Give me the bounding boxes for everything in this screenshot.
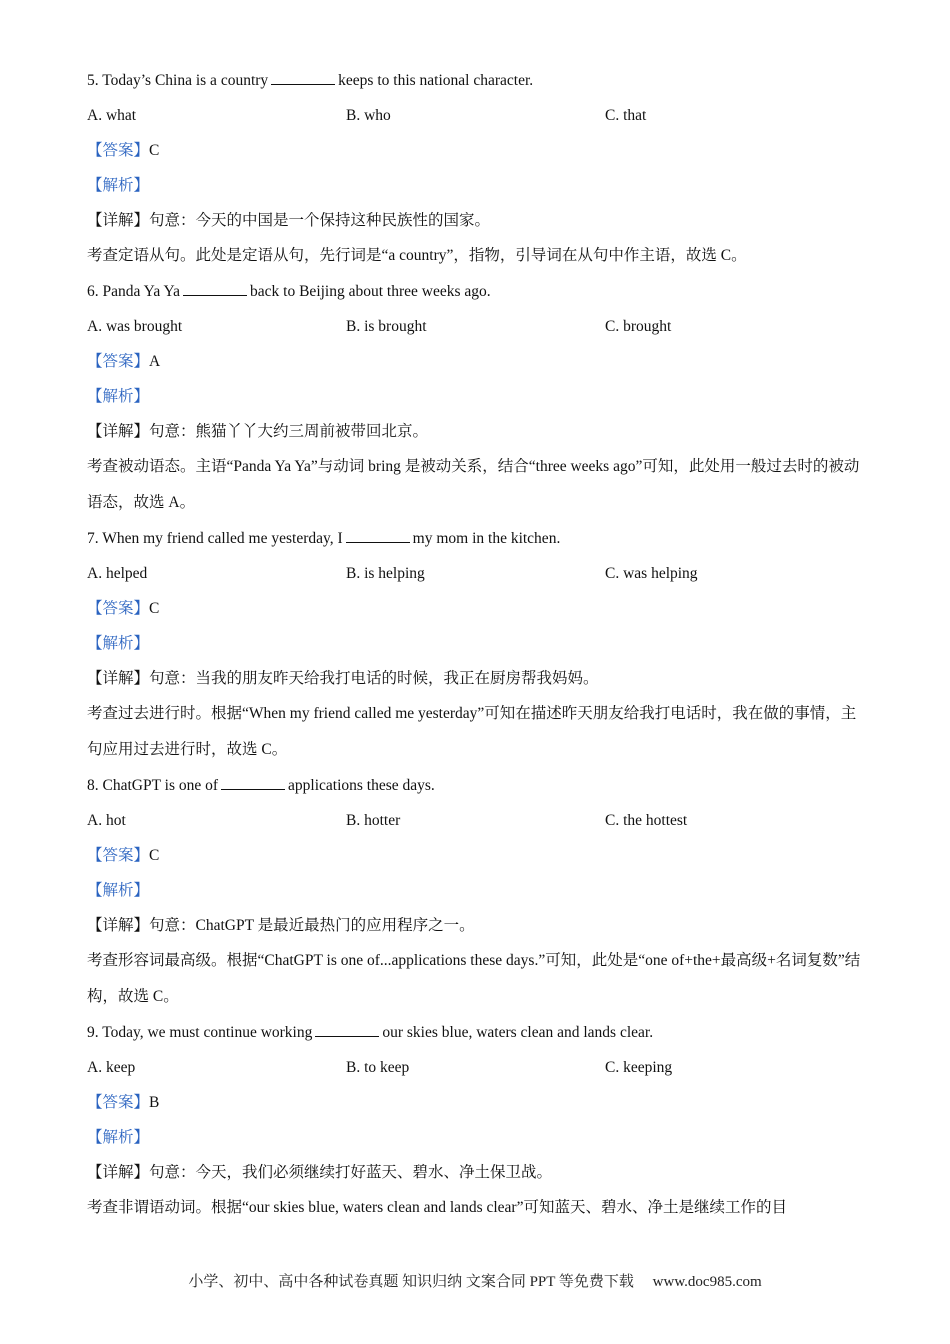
analysis-tag: 【解析】 xyxy=(87,177,150,194)
stem-after: my mom in the kitchen. xyxy=(412,530,561,547)
answer-tag: 【答案】 xyxy=(87,353,150,370)
detail-line xyxy=(87,422,867,442)
stem-before: 9. Today, we must continue working xyxy=(87,1024,313,1041)
analysis-tag: 【解析】 xyxy=(87,388,150,405)
detail-tag: 【详解】 xyxy=(87,1164,150,1181)
option-a: A. hot xyxy=(87,812,126,829)
stem-before: 5. Today’s China is a country xyxy=(87,72,269,89)
detail-text: 句意：ChatGPT 是最近最热门的应用程序之一。 xyxy=(149,917,475,934)
explanation: 考查过去进行时。根据“When my friend called me yesterday”可知在描述昨天朋友给我打电话时，我在做的事情，主句应用过去进行时，故选 C。 xyxy=(87,705,857,758)
stem-after: back to Beijing about three weeks ago. xyxy=(250,283,491,300)
question-7 xyxy=(87,528,867,768)
option-a: A. keep xyxy=(87,1059,136,1076)
option-a: A. helped xyxy=(87,565,148,582)
options xyxy=(87,1058,867,1078)
question-9 xyxy=(87,1022,867,1218)
answer-tag: 【答案】 xyxy=(87,142,150,159)
question-stem xyxy=(87,775,867,796)
options xyxy=(87,564,867,584)
options xyxy=(87,106,867,126)
analysis-line xyxy=(87,1128,867,1148)
answer-line xyxy=(87,846,867,866)
answer-blank xyxy=(183,281,247,296)
answer-tag: 【答案】 xyxy=(87,847,150,864)
detail-tag: 【详解】 xyxy=(87,670,150,687)
detail-tag: 【详解】 xyxy=(87,212,150,229)
option-a: A. was brought xyxy=(87,318,183,335)
option-c: C. was helping xyxy=(605,565,698,582)
explanation: 考查被动语态。主语“Panda Ya Ya”与动词 bring 是被动关系，结合“three weeks ago”可知，此处用一般过去时的被动语态，故选 A。 xyxy=(87,458,860,511)
answer-line xyxy=(87,141,867,161)
stem-before: 7. When my friend called me yesterday, I xyxy=(87,530,343,547)
answer-blank xyxy=(221,775,285,790)
option-b: B. is helping xyxy=(346,565,425,582)
question-stem xyxy=(87,528,867,549)
option-c: C. brought xyxy=(605,318,672,335)
analysis-line xyxy=(87,387,867,407)
options xyxy=(87,811,867,831)
answer-value: A xyxy=(149,353,161,370)
answer-blank xyxy=(271,70,335,85)
question-list xyxy=(87,70,867,1218)
answer-tag: 【答案】 xyxy=(87,1094,150,1111)
option-b: B. who xyxy=(346,107,391,124)
option-c: C. that xyxy=(605,107,647,124)
option-c: C. the hottest xyxy=(605,812,688,829)
explanation: 考查非谓语动词。根据“our skies blue, waters clean and lands clear”可知蓝天、碧水、净土是继续工作的目 xyxy=(87,1199,787,1216)
question-stem xyxy=(87,70,867,91)
answer-line xyxy=(87,352,867,372)
option-c: C. keeping xyxy=(605,1059,673,1076)
detail-line xyxy=(87,916,867,936)
analysis-line xyxy=(87,176,867,196)
analysis-line xyxy=(87,881,867,901)
detail-text: 句意：今天的中国是一个保持这种民族性的国家。 xyxy=(149,212,491,229)
question-stem xyxy=(87,1022,867,1043)
answer-blank xyxy=(346,528,410,543)
detail-tag: 【详解】 xyxy=(87,917,150,934)
detail-text: 句意：当我的朋友昨天给我打电话的时候，我正在厨房帮我妈妈。 xyxy=(149,670,599,687)
analysis-line xyxy=(87,634,867,654)
option-a: A. what xyxy=(87,107,137,124)
detail-line xyxy=(87,669,867,689)
answer-tag: 【答案】 xyxy=(87,600,150,617)
option-b: B. to keep xyxy=(346,1059,410,1076)
detail-text: 句意：熊猫丫丫大约三周前被带回北京。 xyxy=(149,423,429,440)
question-8 xyxy=(87,775,867,1015)
question-stem xyxy=(87,281,867,302)
answer-value: C xyxy=(149,847,160,864)
answer-blank xyxy=(315,1022,379,1037)
stem-before: 8. ChatGPT is one of xyxy=(87,777,219,794)
answer-value: C xyxy=(149,600,160,617)
explanation: 考查形容词最高级。根据“ChatGPT is one of...applications these days.”可知，此处是“one of+the+最高级+名词复数”结构，故选 C。 xyxy=(87,952,861,1005)
analysis-tag: 【解析】 xyxy=(87,635,150,652)
detail-line xyxy=(87,211,867,231)
detail-line xyxy=(87,1163,867,1183)
detail-tag: 【详解】 xyxy=(87,423,150,440)
stem-after: keeps to this national character. xyxy=(338,72,534,89)
option-b: B. hotter xyxy=(346,812,401,829)
stem-after: applications these days. xyxy=(288,777,435,794)
detail-text: 句意：今天，我们必须继续打好蓝天、碧水、净土保卫战。 xyxy=(149,1164,553,1181)
analysis-tag: 【解析】 xyxy=(87,882,150,899)
question-6 xyxy=(87,281,867,521)
page-footer: 小学、初中、高中各种试卷真题 知识归纳 文案合同 PPT 等免费下载 www.doc985.com xyxy=(188,1274,762,1290)
option-b: B. is brought xyxy=(346,318,427,335)
analysis-tag: 【解析】 xyxy=(87,1129,150,1146)
answer-value: B xyxy=(149,1094,160,1111)
options xyxy=(87,317,867,337)
answer-line xyxy=(87,1093,867,1113)
stem-after: our skies blue, waters clean and lands clear. xyxy=(382,1024,654,1041)
explanation: 考查定语从句。此处是定语从句，先行词是“a country”，指物，引导词在从句中作主语，故选 C。 xyxy=(87,247,747,264)
question-5 xyxy=(87,70,867,266)
answer-value: C xyxy=(149,142,160,159)
answer-line xyxy=(87,599,867,619)
stem-before: 6. Panda Ya Ya xyxy=(87,283,181,300)
